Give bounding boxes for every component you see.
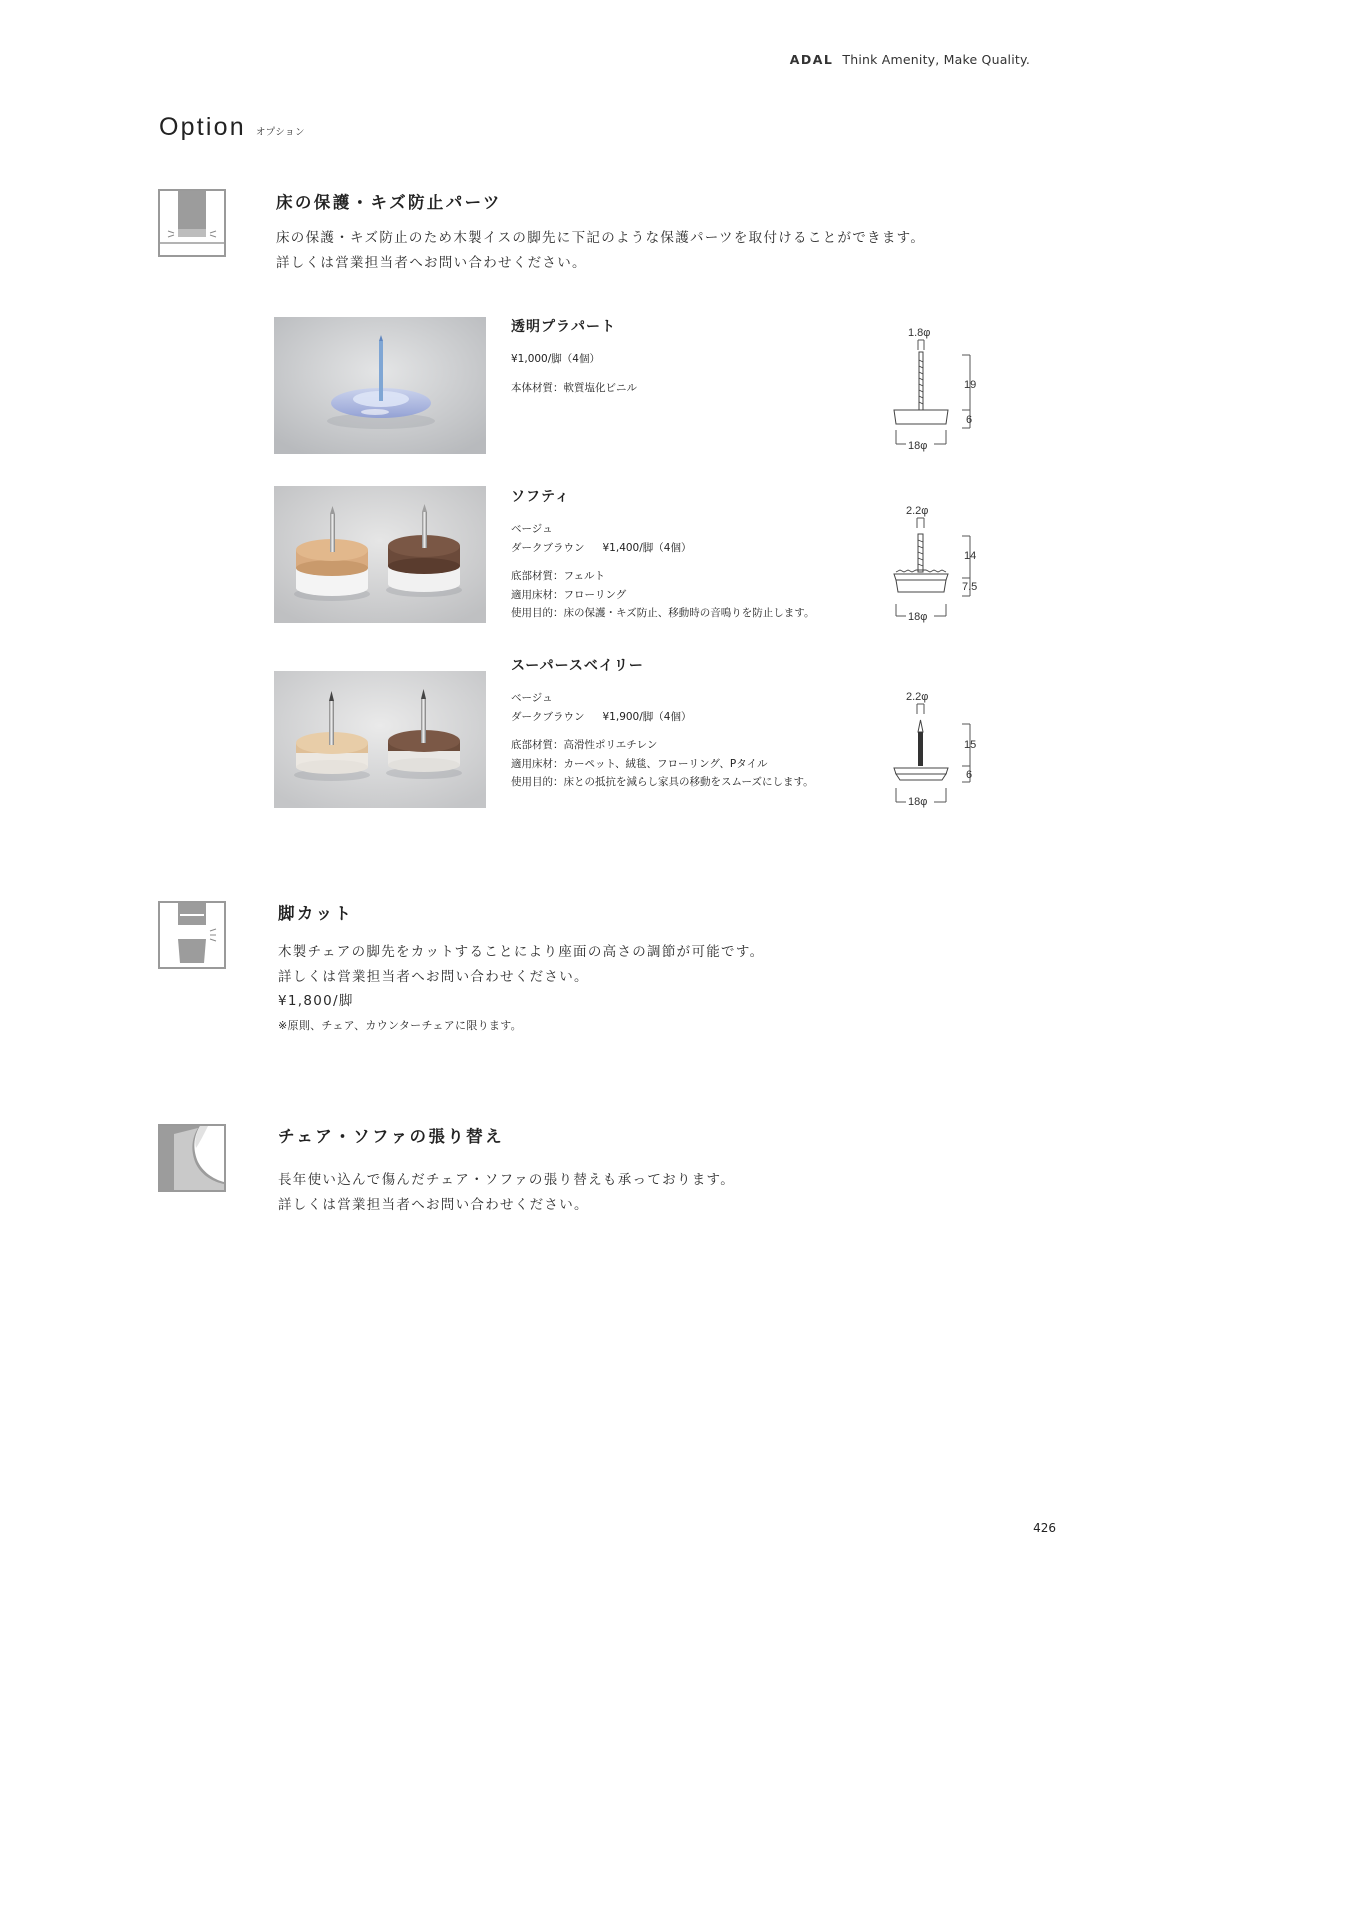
page-title-en: Option (159, 113, 246, 141)
dim-base: 6 (966, 414, 973, 426)
product-color: ダークブラウン (511, 711, 585, 723)
product-price: ¥1,900/脚（4個） (602, 711, 692, 723)
body-line: 長年使い込んで傷んだチェア・ソファの張り替えも承っております。 (278, 1172, 736, 1188)
felt-glide-photo (274, 486, 486, 623)
body-line: 詳しくは営業担当者へお問い合わせください。 (278, 968, 589, 985)
body-line: 木製チェアの脚先をカットすることにより座面の高さの調節が可能です。 (278, 944, 765, 960)
section-cut-title: 脚カット (278, 904, 354, 923)
product-color-price-row (511, 539, 691, 558)
product-name: スーパースベイリー (511, 658, 644, 674)
dim-base: 6 (966, 769, 973, 781)
brand-tagline: Think Amenity, Make Quality. (842, 52, 1030, 67)
dim-pin: 2.2φ (906, 505, 929, 517)
brand-header (790, 52, 1030, 67)
product-color: ベージュ (511, 692, 553, 704)
section-cut-body (278, 940, 764, 1014)
body-line: 詳しくは営業担当者へお問い合わせください。 (278, 1196, 589, 1213)
product-color: ダークブラウン (511, 542, 585, 554)
product-spec: 底部材質：フェルト (511, 570, 605, 582)
product-spec: 使用目的：床の保護・キズ防止、移動時の音鳴りを防止します。 (511, 607, 815, 619)
product-color-price-row (511, 708, 691, 727)
section-floor-body (276, 226, 925, 275)
product-specs (511, 567, 814, 623)
dim-width: 18φ (908, 611, 928, 623)
dimension-diagram (880, 320, 990, 458)
clear-plastic-glide-photo (274, 317, 486, 454)
dimension-diagram (880, 500, 990, 630)
page-title (159, 113, 305, 142)
product-name: 透明プラパート (511, 319, 616, 335)
product-spec: 本体材質：軟質塩化ビニル (511, 382, 637, 394)
dim-height: 15 (964, 739, 977, 751)
product-spec: 適用床材：フローリング (511, 588, 627, 601)
dim-height: 14 (964, 550, 977, 562)
product-name: ソフティ (511, 489, 570, 505)
section-floor-title: 床の保護・キズ防止パーツ (276, 193, 502, 212)
upholstery-icon (158, 1124, 226, 1192)
body-line: 床の保護・キズ防止のため木製イスの脚先に下記のような保護パーツを取付けることができます。 (276, 230, 926, 246)
section-cut-note: ※原則、チェア、カウンターチェアに限ります。 (278, 1019, 522, 1032)
product-price: ¥1,000/脚（4個） (511, 353, 600, 365)
leg-cut-icon (158, 901, 226, 969)
dim-width: 18φ (908, 440, 928, 452)
product-spec: 適用床材：カーペット、絨毯、フローリング、Pタイル (511, 757, 768, 770)
dim-width: 18φ (908, 796, 928, 808)
product-spec: 使用目的：床との抵抗を減らし家具の移動をスムーズにします。 (511, 776, 814, 788)
page-number: 426 (1033, 1521, 1056, 1535)
dimension-diagram (880, 688, 990, 818)
product-specs (511, 736, 814, 792)
brand-name: ADAL (789, 52, 834, 67)
price-line: ¥1,800/脚 (278, 993, 354, 1009)
chair-leg-glide-icon (158, 189, 226, 257)
polyethylene-glide-photo (274, 671, 486, 808)
product-spec: 底部材質：高滑性ポリエチレン (511, 739, 658, 751)
product-color: ベージュ (511, 523, 553, 535)
body-line: 詳しくは営業担当者へお問い合わせください。 (276, 254, 587, 271)
dim-pin: 1.8φ (908, 327, 931, 339)
product-price: ¥1,400/脚（4個） (602, 542, 692, 554)
dim-height: 19 (964, 379, 977, 391)
dim-base: 7.5 (962, 581, 978, 593)
page-title-jp: オプション (255, 127, 306, 138)
dim-pin: 2.2φ (906, 691, 929, 703)
section-reupholster-body (278, 1168, 735, 1217)
section-reupholster-title: チェア・ソファの張り替え (278, 1127, 504, 1146)
